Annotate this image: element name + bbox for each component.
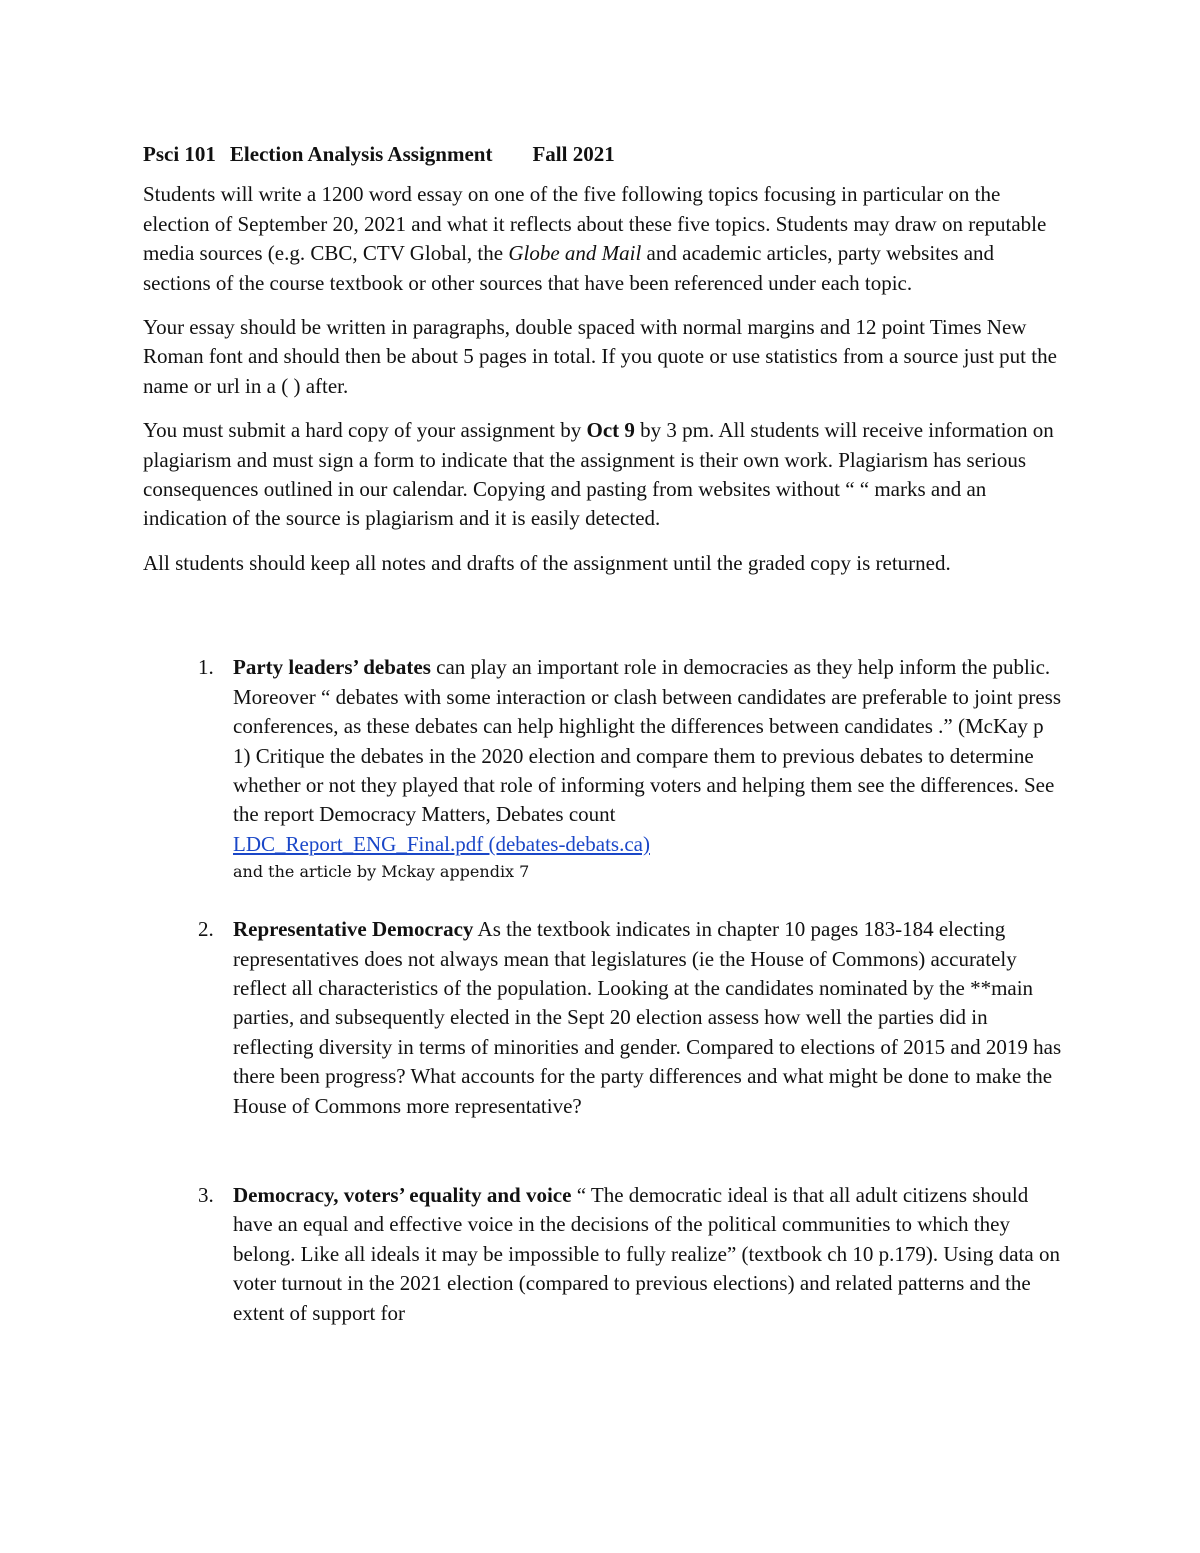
list-number: 1. — [198, 655, 214, 680]
report-link[interactable]: LDC_Report_ENG_Final.pdf (debates-debats.ca) — [233, 831, 650, 856]
document-title — [143, 140, 1063, 169]
course-code: Psci 101 — [143, 142, 216, 166]
list-number: 3. — [198, 1182, 214, 1207]
topic-body: can play an important role in democracies as they help inform the public. Moreover “ debates with some interaction or clash between candidates are preferable to joint press conferences, as these debates can help highlight the differences between candidates .” (McKay p 1) Critique the debates in the 2020 election and compare them to previous debates to determine whether or not they played that role of informing voters and helping them see the differences. See the report Democracy Matters, Debates count — [233, 655, 1062, 827]
intro-paragraph-1: Students will write a 1200 word essay on one of the five following topics focusing in particular on the election of September 20, 2021 and what it reflects about these five topics. Students may draw on reputable media sources (e.g. CBC, CTV Global, the Globe and Mail and academic articles, party websites and sections of the course textbook or other sources that have been referenced under each topic. — [143, 182, 1047, 295]
publication-name: Globe and Mail — [508, 241, 642, 266]
document-page — [143, 140, 1063, 1328]
term-label: Fall 2021 — [532, 142, 615, 166]
topic-list — [143, 653, 1063, 1328]
assignment-name: Election Analysis Assignment — [229, 142, 493, 166]
topic-note: and the article by Mckay appendix 7 — [233, 862, 530, 882]
topic-body: As the textbook indicates in chapter 10 pages 183-184 electing representatives does not always mean that legislatures (ie the House of Commons) accurately reflect all characteristics of the population. Looking at the candidates nominated by the **main parties, and subsequently elected in the Sept 20 election assess how well the parties did in reflecting diversity in terms of minorities and gender. Compared to elections of 2015 and 2019 has there been progress? What accounts for the party differences and what might be done to make the House of Commons more representative? — [233, 917, 1062, 1118]
list-item — [143, 1181, 1063, 1328]
due-date: Oct 9 — [586, 418, 635, 443]
topic-heading: Party leaders’ debates — [233, 655, 431, 680]
intro-paragraph-4: All students should keep all notes and drafts of the assignment until the graded copy is returned. — [143, 550, 951, 575]
list-item — [143, 653, 1063, 885]
list-item — [143, 915, 1063, 1121]
intro-paragraph-2: Your essay should be written in paragraphs, double spaced with normal margins and 12 point Times New Roman font and should then be about 5 pages in total. If you quote or use statistics from a source just put the name or url in a ( ) after. — [143, 315, 1057, 398]
topic-heading: Democracy, voters’ equality and voice — [233, 1182, 572, 1207]
intro-paragraph-3: You must submit a hard copy of your assignment by Oct 9 by 3 pm. All students will receive information on plagiarism and must sign a form to indicate that the assignment is their own work. Plagiarism has serious consequences outlined in our calendar. Copying and pasting from websites without “ “ marks and an indication of the source is plagiarism and it is easily detected. — [143, 418, 1054, 531]
list-number: 2. — [198, 917, 214, 942]
topic-body: “ The democratic ideal is that all adult citizens should have an equal and effective voice in the decisions of the political communities to which they belong. Like all ideals it may be impossible to fully realize” (textbook ch 10 p.179). Using data on voter turnout in the 2021 election (compared to previous elections) and related patterns and the extent of support for — [233, 1182, 1060, 1325]
topic-heading: Representative Democracy — [233, 917, 474, 942]
